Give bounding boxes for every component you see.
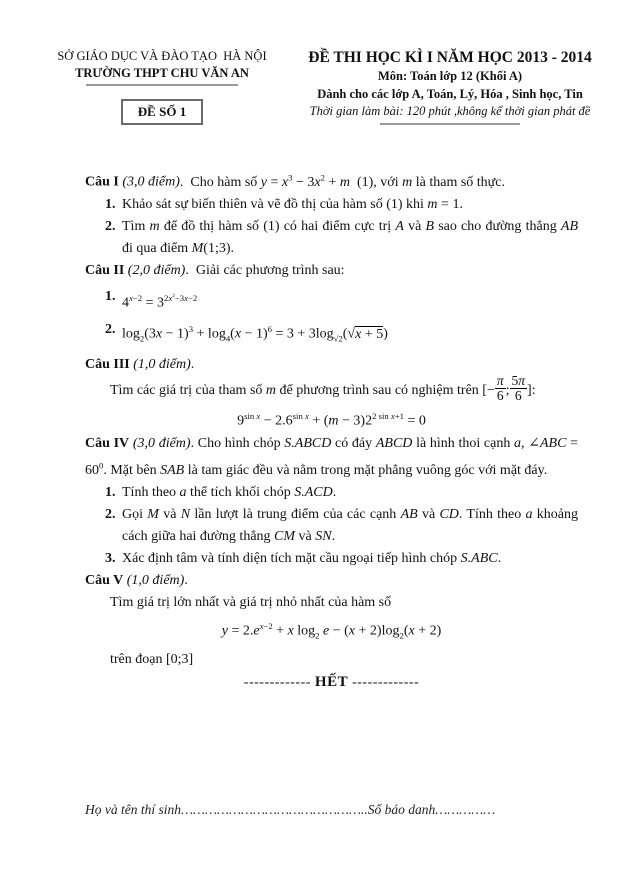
question-4-item-2: [85, 504, 578, 548]
item-number: 2.: [105, 218, 116, 234]
question-5-equation: $y = 2.e^{x-2} + x$ $\log_2 e - (x + 2)\log_2(x + 2)$: [221, 621, 442, 641]
equation: $4^{x-2} = 3^{2x^2-3x-2}$: [122, 292, 198, 311]
question-4-intro: . Cho hình chóp S.ABCD có đáy ABCD là hình thoi cạnh a, ∠ABC = $60^0$. Mặt bên SAB là tam giác đều và nằm trong mặt phẳng vuông góc với mặt đáy.: [85, 435, 579, 479]
question-4-label: Câu IV: [85, 435, 130, 451]
exam-subject: Môn: Toán lớp 12 (Khối A): [377, 69, 523, 83]
question-3-statement: Tìm các giá trị của tham số m để phương trình sau có nghiệm trên [− $\frac{\pi}{6}$ ; $\frac{5\pi}{6}$ ]:: [110, 372, 536, 403]
school-name: TRƯỜNG THPT CHU VĂN AN: [75, 66, 249, 80]
exam-body: [85, 166, 578, 694]
item-text: Tìm m để đồ thị hàm số (1) có hai điểm cực trị A và B sao cho đường thẳng AB đi qua điểm M(1;3).: [122, 218, 578, 256]
item-number: 1.: [105, 196, 116, 212]
item-number: 3.: [105, 551, 116, 567]
department-name: SỞ GIÁO DỤC VÀ ĐÀO TẠO HÀ NỘI: [57, 49, 267, 63]
duration-underline: [380, 123, 520, 125]
question-2-item-2: [85, 317, 578, 351]
question-2-intro: . Giải các phương trình sau:: [185, 262, 345, 278]
item-text: Tính theo a thể tích khối chóp S.ACD.: [122, 485, 337, 501]
question-1-item-1: [85, 194, 578, 216]
question-3-equation: $9^{sin x} - 2.6^{sin x} + (m - 3)2^{2 sin x+1} = 0$: [237, 411, 426, 429]
question-5-label: Câu V: [85, 573, 124, 589]
exam-number-box: ĐỀ SỐ 1: [121, 99, 203, 125]
question-2-points: (2,0 điểm): [127, 262, 186, 278]
item-text: Gọi M và N lần lượt là trung điểm của các cạnh AB và CD. Tính theo a khoảng cách giữa hai đường thẳng CM và SN.: [122, 507, 579, 545]
exam-audience: Dành cho các lớp A, Toán, Lý, Hóa , Sinh học, Tin: [317, 87, 583, 101]
question-4-points: (3,0 điểm): [132, 435, 191, 451]
question-1-item-2: [85, 216, 578, 260]
item-text: Xác định tâm và tính diện tích mặt cầu ngoại tiếp hình chóp S.ABC.: [122, 551, 502, 567]
question-3-intro: .: [190, 356, 195, 372]
question-5-points: (1,0 điểm): [126, 573, 185, 589]
question-2-label: Câu II: [85, 262, 125, 278]
item-number: 2.: [105, 507, 116, 523]
question-3-label: Câu III: [85, 356, 130, 372]
end-of-exam-marker: ------------- HẾT -------------: [243, 673, 420, 690]
item-text: Khảo sát sự biến thiên và vẽ đồ thị của hàm số (1) khi m = 1.: [122, 196, 463, 212]
question-4-item-3: [85, 548, 578, 570]
question-2-item-1: [85, 284, 578, 316]
question-5-heading: [85, 570, 578, 592]
item-number: 1.: [105, 485, 116, 501]
question-1-heading: [85, 166, 578, 194]
header-right-block: [300, 48, 600, 125]
question-1-label: Câu I: [85, 174, 119, 190]
question-1-intro: . Cho hàm số $y = x^3 - 3x^2 + m$ (1), với m là tham số thực.: [179, 172, 505, 190]
header-left-block: [36, 48, 288, 125]
question-4-heading: [85, 433, 578, 483]
item-number: 1.: [105, 288, 116, 304]
exam-duration: Thời gian làm bài: 120 phút ,không kể thời gian phát đề: [309, 104, 591, 118]
exam-title: ĐỀ THI HỌC KÌ I NĂM HỌC 2013 - 2014: [308, 49, 592, 66]
question-5-intro: .: [184, 573, 188, 589]
candidate-info-line: Họ và tên thí sinh………………………………………..Số báo danh……………: [85, 802, 496, 817]
item-number: 2.: [105, 322, 116, 338]
equation: $\log_2(3x - 1)^3 + \log_4(x - 1)^6 = 3 + 3\log_{√2}(√x + 5)$: [122, 324, 388, 344]
question-3-heading: [85, 354, 578, 376]
question-1-points: (3,0 điểm): [122, 174, 180, 190]
question-2-heading: [85, 260, 578, 282]
question-5-range: trên đoạn [0;3]: [110, 651, 194, 667]
question-3-points: (1,0 điểm): [133, 356, 191, 372]
question-5-statement: Tìm giá trị lớn nhất và giá trị nhỏ nhất của hàm số: [110, 595, 392, 611]
question-4-item-1: [85, 482, 578, 504]
